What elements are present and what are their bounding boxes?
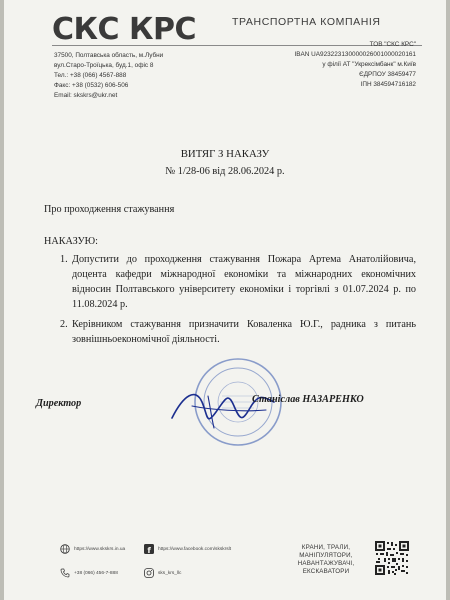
footer-facebook[interactable]: https://www.facebook.com/skskrslt <box>158 547 232 552</box>
slogan-line: ЕКСКАВАТОРИ <box>302 568 350 575</box>
bank-details <box>294 40 416 90</box>
footer-slogan <box>286 544 366 576</box>
document-sheet <box>4 0 446 600</box>
company-ipn: ІПН 384594716182 <box>360 81 416 88</box>
signatory-role: Директор <box>36 398 82 409</box>
facebook-icon <box>144 544 154 554</box>
order-items <box>60 252 416 352</box>
phone-icon <box>60 568 70 578</box>
slogan-line: КРАНИ, ТРАЛИ, <box>301 544 351 551</box>
slogan-line: НАВАНТАЖУВАЧІ, <box>297 560 355 567</box>
company-edrpou: ЄДРПОУ 38459477 <box>359 71 416 78</box>
contact-block <box>54 51 163 101</box>
globe-icon <box>60 544 70 554</box>
footer-website[interactable]: https://www.skskrs.in.ua <box>74 547 126 552</box>
bank-branch: у філії АТ "Укрексімбанк" м.Київ <box>322 61 416 68</box>
document-subject: Про проходження стажування <box>44 204 175 215</box>
svg-text:f: f <box>147 546 151 554</box>
contact-fax: Факс: +38 (0532) 606-506 <box>54 82 129 89</box>
order-item <box>60 252 416 312</box>
qr-code-icon[interactable] <box>374 540 410 576</box>
company-logo <box>52 10 224 44</box>
order-item-text: Керівником стажування призначити Коваленка Ю.Г., радника з питань зовнішньоекономічної діяльності. <box>72 319 416 345</box>
contact-phone: Тел.: +38 (066) 4567-888 <box>54 72 127 79</box>
order-item-number: 2. <box>60 319 68 330</box>
company-tagline: ТРАНСПОРТНА КОМПАНІЯ <box>232 16 381 28</box>
footer-instagram[interactable]: sks_krs_llc <box>158 571 182 576</box>
bank-iban: IBAN UA923223130000026001000020161 <box>294 51 416 58</box>
instagram-icon <box>144 568 154 578</box>
order-item-text: Допустити до проходження стажування Пожара Артема Анатолійовича, доцента кафедри міжнародної економіки та міжнародних економічних відносин Полтавського університету економіки і торгівлі з 01.07.2024 р. по 11.08.2024 р. <box>72 254 416 310</box>
company-legal-name: ТОВ "СКС КРС" <box>369 41 416 48</box>
footer-phone[interactable]: +38 (066) 456-7-888 <box>74 571 118 576</box>
logo-text: СКС КРС <box>52 12 197 44</box>
order-item-number: 1. <box>60 254 68 265</box>
document-title: ВИТЯГ З НАКАЗУ <box>180 148 270 160</box>
signatory-name: Станіслав НАЗАРЕНКО <box>252 394 364 405</box>
slogan-line: МАНІПУЛЯТОРИ, <box>299 552 353 559</box>
handwritten-signature <box>162 376 282 436</box>
order-item <box>60 317 416 347</box>
contact-address-line1: 37500, Полтавська область, м.Лубни <box>54 52 164 59</box>
contact-address-line2: вул.Старо-Троїцька, буд.1, офіс 8 <box>54 62 154 69</box>
document-number: № 1/28-06 від 28.06.2024 р. <box>165 166 285 177</box>
order-lead: НАКАЗУЮ: <box>44 236 98 247</box>
contact-email: Email: skskrs@ukr.net <box>54 92 118 99</box>
